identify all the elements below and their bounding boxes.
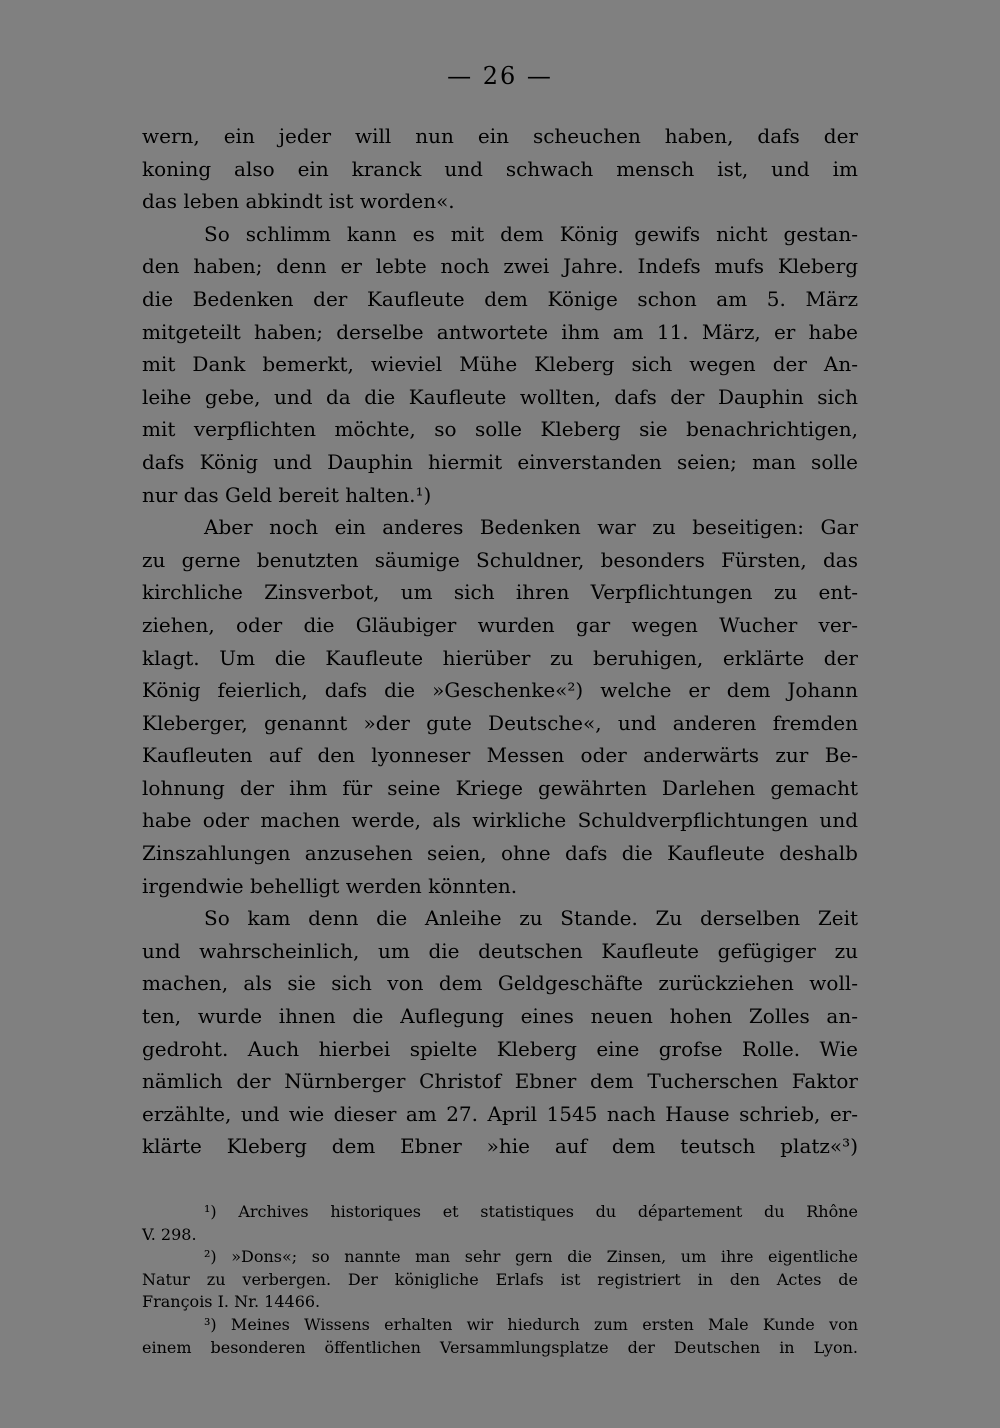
text-line: Kaufleuten auf den lyonneser Messen oder anderwärts zur Be- (142, 743, 858, 768)
text-line: irgendwie behelligt werden könnten. (142, 873, 518, 898)
footnote-line: François I. Nr. 14466. (142, 1292, 321, 1312)
text-line: zu gerne benutzten säumige Schuldner, besonders Fürsten, das (142, 547, 858, 572)
text-line: habe oder machen werde, als wirkliche Schuldverpflichtungen und (142, 808, 858, 833)
text-line: die Bedenken der Kaufleute dem Könige schon am 5. März (142, 286, 858, 311)
text-line: lohnung der ihm für seine Kriege gewährten Darlehen gemacht (142, 775, 858, 800)
text-line: nämlich der Nürnberger Christof Ebner dem Tucherschen Faktor (142, 1069, 858, 1094)
text-line: So kam denn die Anleihe zu Stande. Zu derselben Zeit (204, 906, 858, 931)
text-line: mit verpflichten möchte, so solle Kleberg sie benachrichtigen, (142, 417, 858, 442)
text-line: So schlimm kann es mit dem König gewifs nicht gestan- (204, 221, 858, 246)
text-line: das leben abkindt ist worden«. (142, 189, 455, 214)
text-line: ziehen, oder die Gläubiger wurden gar wegen Wucher ver- (142, 612, 858, 637)
text-line: Kleberger, genannt »der gute Deutsche«, und anderen fremden (142, 710, 858, 735)
footnotes (142, 1201, 858, 1359)
footnote-line: ¹) Archives historiques et statistiques du département du Rhône (204, 1202, 858, 1221)
text-line: koning also ein kranck und schwach mensch ist, und im (142, 156, 858, 181)
text-line: Aber noch ein anderes Bedenken war zu beseitigen: Gar (204, 515, 858, 540)
footnote-line: Natur zu verbergen. Der königliche Erlafs ist registriert in den Actes de (142, 1269, 858, 1289)
footnote-line: V. 298. (142, 1224, 197, 1244)
text-line: den haben; denn er lebte noch zwei Jahre. Indefs mufs Kleberg (142, 254, 858, 279)
footnote-line: ³) Meines Wissens erhalten wir hiedurch zum ersten Male Kunde von (204, 1314, 858, 1334)
text-line: nur das Geld bereit halten.¹) (142, 482, 432, 507)
text-line: und wahrscheinlich, um die deutschen Kaufleute gefügiger zu (142, 938, 858, 963)
footnote-line: ²) »Dons«; so nannte man sehr gern die Zinsen, um ihre eigentliche (204, 1247, 858, 1267)
text-line: erzählte, und wie dieser am 27. April 1545 nach Hause schrieb, er- (142, 1101, 858, 1126)
text-line: König feierlich, dafs die »Geschenke«²) welche er dem Johann (142, 678, 858, 703)
footnote-line: einem besonderen öffentlichen Versammlungsplatze der Deutschen in Lyon. (142, 1337, 858, 1357)
text-line: mitgeteilt haben; derselbe antwortete ihm am 11. März, er habe (142, 319, 858, 344)
text-line: machen, als sie sich von dem Geldgeschäfte zurückziehen woll- (142, 971, 858, 996)
body-text (142, 120, 858, 1163)
text-line: ten, wurde ihnen die Auflegung eines neuen hohen Zolles an- (142, 1004, 858, 1029)
text-line: gedroht. Auch hierbei spielte Kleberg eine grofse Rolle. Wie (142, 1036, 858, 1061)
text-line: leihe gebe, und da die Kaufleute wollten, dafs der Dauphin sich (142, 384, 858, 409)
page-number: — 26 — (447, 62, 553, 90)
text-line: mit Dank bemerkt, wieviel Mühe Kleberg sich wegen der An- (142, 352, 858, 377)
text-line: wern, ein jeder will nun ein scheuchen haben, dafs der (142, 124, 858, 148)
text-line: dafs König und Dauphin hiermit einverstanden seien; man solle (142, 449, 858, 474)
text-line: Zinszahlungen anzusehen seien, ohne dafs die Kaufleute deshalb (142, 841, 858, 866)
text-line: klärte Kleberg dem Ebner »hie auf dem teutsch platz«³) (142, 1134, 858, 1159)
text-line: klagt. Um die Kaufleute hierüber zu beruhigen, erklärte der (142, 645, 858, 670)
text-line: kirchliche Zinsverbot, um sich ihren Verpflichtungen zu ent- (142, 580, 858, 605)
